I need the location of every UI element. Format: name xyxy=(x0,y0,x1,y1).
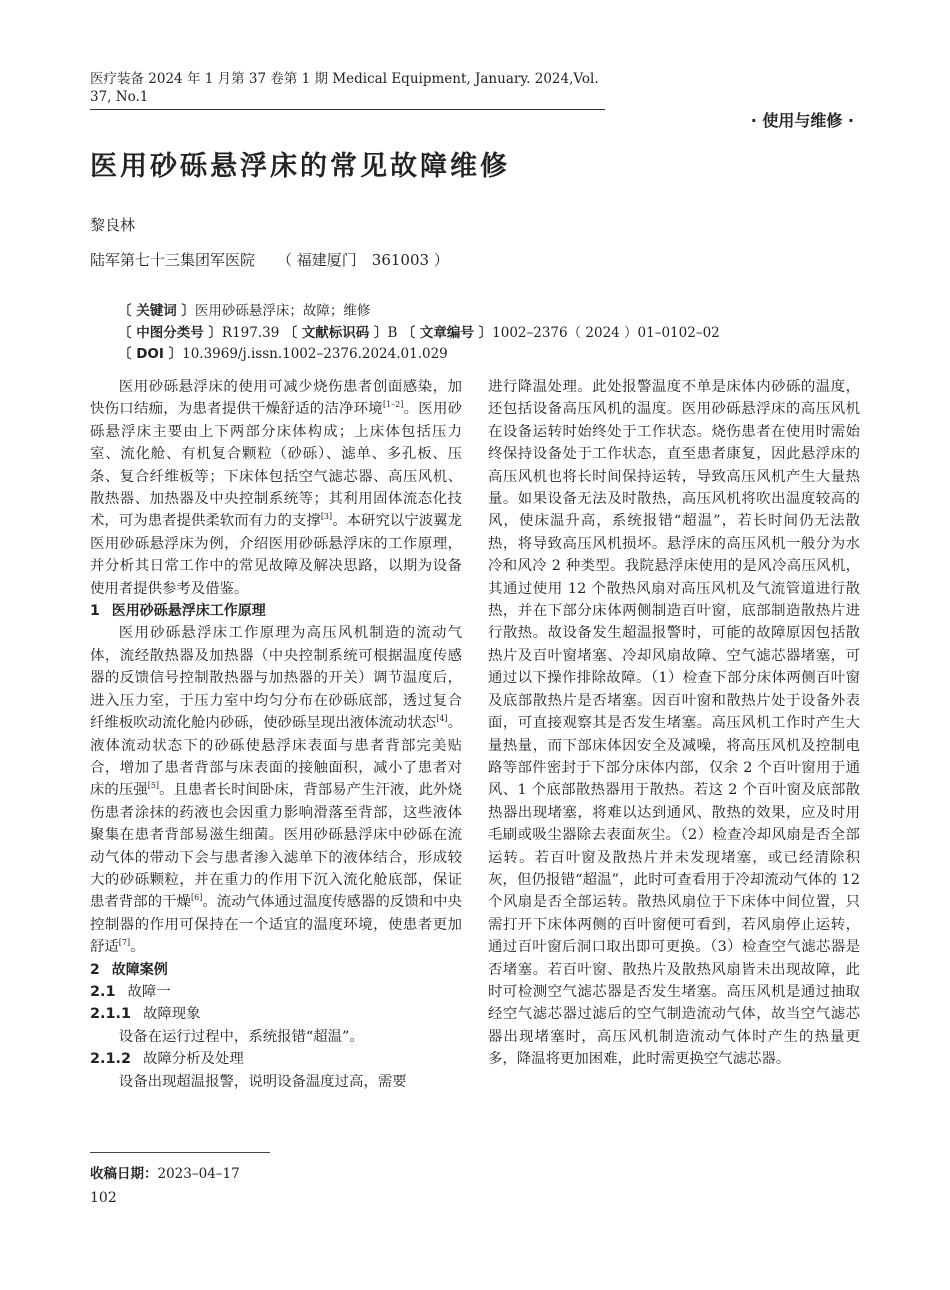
fault-analysis-paragraph-start: 设备出现超温报警，说明设备温度过高，需要 xyxy=(118,1073,407,1090)
intro-paragraph xyxy=(90,376,462,600)
intro-text-a: 医用砂砾悬浮床的使用可减少烧伤患者创面感染，加快伤口结痂，为患者提供干燥舒适的洁净环境 xyxy=(90,379,462,418)
received-value: 2023–04–17 xyxy=(157,1166,240,1182)
intro-text-c: 。本研究以宁波翼龙医用砂砾悬浮床为例，介绍医用砂砾悬浮床的工作原理，并分析其日常工作中的常见故障及解决思路，以期为设备使用者提供参考及借鉴。 xyxy=(90,513,462,597)
citation-7: [7] xyxy=(118,938,131,948)
section-2-1-1-number: 2.1.1 xyxy=(90,1006,131,1023)
section-2-title: 故障案例 xyxy=(111,961,168,978)
section-2-1-heading xyxy=(90,981,462,1003)
footnote-divider xyxy=(90,1152,270,1153)
right-column xyxy=(488,376,860,1071)
left-column xyxy=(90,376,462,1093)
doi-value: 10.3969/j.issn.1002–2376.2024.01.029 xyxy=(182,346,448,362)
keywords-label: 〔 关键词 〕 xyxy=(118,303,195,319)
principle-text-b: 。液体流动状态下的砂砾使悬浮床表面与患者背部完美贴合，增加了患者背部与床表面的接触面积，减小了患者对床的压强 xyxy=(90,715,462,799)
citation-3: [3] xyxy=(320,512,333,522)
section-2-1-1-title: 故障现象 xyxy=(142,1006,201,1023)
received-date xyxy=(90,1162,240,1182)
fault-symptom-paragraph: 设备在运行过程中，系统报错“超温”。 xyxy=(118,1028,364,1045)
section-2-1-2-heading xyxy=(90,1048,462,1070)
citation-6: [6] xyxy=(190,893,203,903)
affiliation-place: （ 福建厦门 361003 ） xyxy=(277,251,449,269)
intro-text-b: 。医用砂砾悬浮床主要由上下两部分床体构成；上床体包括压力室、流化舱、有机复合颗粒（砂砾）、滤单、多孔板、压条、复合纤维板等；下床体包括空气滤芯器、高压风机、散热器、加热器及中央控制系统等；其利用固体流态化技术，可为患者提供柔软而有力的支撑 xyxy=(90,401,462,530)
journal-header: 医疗装备 2024 年 1 月第 37 卷第 1 期 Medical Equipment, January. 2024,Vol. 37, No.1 xyxy=(90,70,605,110)
section-2-1-2-title: 故障分析及处理 xyxy=(142,1051,244,1068)
section-2-number: 2 xyxy=(90,961,100,978)
section-1-heading xyxy=(90,600,462,622)
article-title: 医用砂砾悬浮床的常见故障维修 xyxy=(90,151,510,182)
section-2-1-2-number: 2.1.2 xyxy=(90,1051,131,1068)
doi-label: 〔 DOI 〕 xyxy=(118,346,183,362)
affiliation xyxy=(90,249,449,270)
principle-text-d: 。流动气体通过温度传感器的反馈和中央控制器的作用可保持在一个适宜的温度环境，使患者更加舒适 xyxy=(90,894,462,956)
section-1-title: 医用砂砾悬浮床工作原理 xyxy=(111,603,266,620)
keywords-value: 医用砂砾悬浮床；故障；维修 xyxy=(194,303,371,319)
citation-5: [5] xyxy=(147,781,160,791)
section-1-number: 1 xyxy=(90,603,100,620)
citation-1-2: [1–2] xyxy=(382,400,404,410)
section-2-1-1-heading xyxy=(90,1003,462,1025)
principle-text-a: 医用砂砾悬浮床工作原理为高压风机制造的流动气体，流经散热器及加热器（中央控制系统可根据温度传感器的反馈信号控制散热器与加热器的开关）调节温度后，进入压力室，于压力室中均匀分布在砂砾底部，透过复合纤维板吹动流化舱内砂砾，使砂砾呈现出液体流动状态 xyxy=(90,625,462,732)
fault-analysis-paragraph-continued: 进行降温处理。此处报警温度不单是床体内砂砾的温度，还包括设备高压风机的温度。医用砂砾悬浮床的高压风机在设备运转时始终处于工作状态。烧伤患者在使用时需始终保持设备处于工作状态，直至患者康复，因此悬浮床的高压风机也将长时间保持运转，导致高压风机产生大量热量。如果设备无法及时散热，高压风机将吹出温度较高的风，使床温升高，系统报错“超温”，若长时间仍无法散热，将导致高压风机损坏。悬浮床的高压风机一般分为水冷和风冷 2 种类型。我院悬浮床使用的是风冷高压风机，其通过使用 12 个散热风扇对高压风机及气流管道进行散热，并在下部分床体两侧制造百叶窗，底部制造散热片进行散热。故设备发生超温报警时，可能的故障原因包括散热片及百叶窗堵塞、冷却风扇故障、空气滤芯器堵塞，可通过以下操作排除故障。（1）检查下部分床体两侧百叶窗及底部散热片是否堵塞。因百叶窗和散热片处于设备外表面，可直接观察其是否发生堵塞。高压风机工作时产生大量热量，而下部床体因安全及减噪，将高压风机及控制电路等部件密封于下部分床体内部，仅余 2 个百叶窗用于通风、1 个底部散热器用于散热。若这 2 个百叶窗及底部散热器出现堵塞，将难以达到通风、散热的效果，应及时用毛刷或吸尘器除去表面灰尘。（2）检查冷却风扇是否全部运转。若百叶窗及散热片并未发现堵塞，或已经清除积灰，但仍报错“超温”，此时可查看用于冷却流动气体的 12 个风扇是否全部运转。散热风扇位于下床体中间位置，只需打开下床体两侧的百叶窗便可看到，若风扇停止运转，通过百叶窗后洞口取出即可更换。（3）检查空气滤芯器是否堵塞。若百叶窗、散热片及散热风扇皆未出现故障，此时可检测空气滤芯器是否发生堵塞。高压风机是通过抽取经空气滤芯器过滤后的空气制造流动气体，故当空气滤芯器出现堵塞时，高压风机制造流动气体时产生的热量更多，降温将更加困难，此时需更换空气滤芯器。 xyxy=(488,379,860,1068)
section-2-1-number: 2.1 xyxy=(90,983,116,1000)
doi-row xyxy=(118,344,720,366)
article-no-label: 〔 文章编号 〕 xyxy=(401,324,493,341)
principle-paragraph xyxy=(90,622,462,958)
principle-text-c: 。且患者长时间卧床，背部易产生汗液，此外烧伤患者涂抹的药液也会因重力影响滑落至背部，这些液体聚集在患者背部易滋生细菌。医用砂砾悬浮床中砂砾在流动气体的带动下会与患者渗入滤单下的液体结合，形成较大的砂砾颗粒，并在重力的作用下沉入流化舱底部，保证患者背部的干燥 xyxy=(90,782,462,911)
section-2-1-title: 故障一 xyxy=(127,983,171,1000)
clc-label: 〔 中图分类号 〕 xyxy=(118,324,222,341)
section-2-heading xyxy=(90,959,462,981)
clc-value: R197.39 xyxy=(221,324,280,341)
keywords-row xyxy=(118,301,720,323)
section-tag: · 使用与维修 · xyxy=(750,111,854,130)
page-number: 102 xyxy=(90,1190,117,1206)
affiliation-org: 陆军第七十三集团军医院 xyxy=(90,251,256,269)
principle-text-e: 。 xyxy=(130,939,145,956)
doc-code-label: 〔 文献标识码 〕 xyxy=(283,324,388,341)
classification-row xyxy=(118,323,720,345)
author-name: 黎良林 xyxy=(90,216,136,234)
article-no-value: 1002–2376（ 2024 ）01–0102–02 xyxy=(492,324,720,341)
article-metadata xyxy=(118,301,720,366)
citation-4: [4] xyxy=(436,714,448,724)
doc-code-value: B xyxy=(387,324,398,341)
received-label: 收稿日期： xyxy=(90,1166,158,1182)
